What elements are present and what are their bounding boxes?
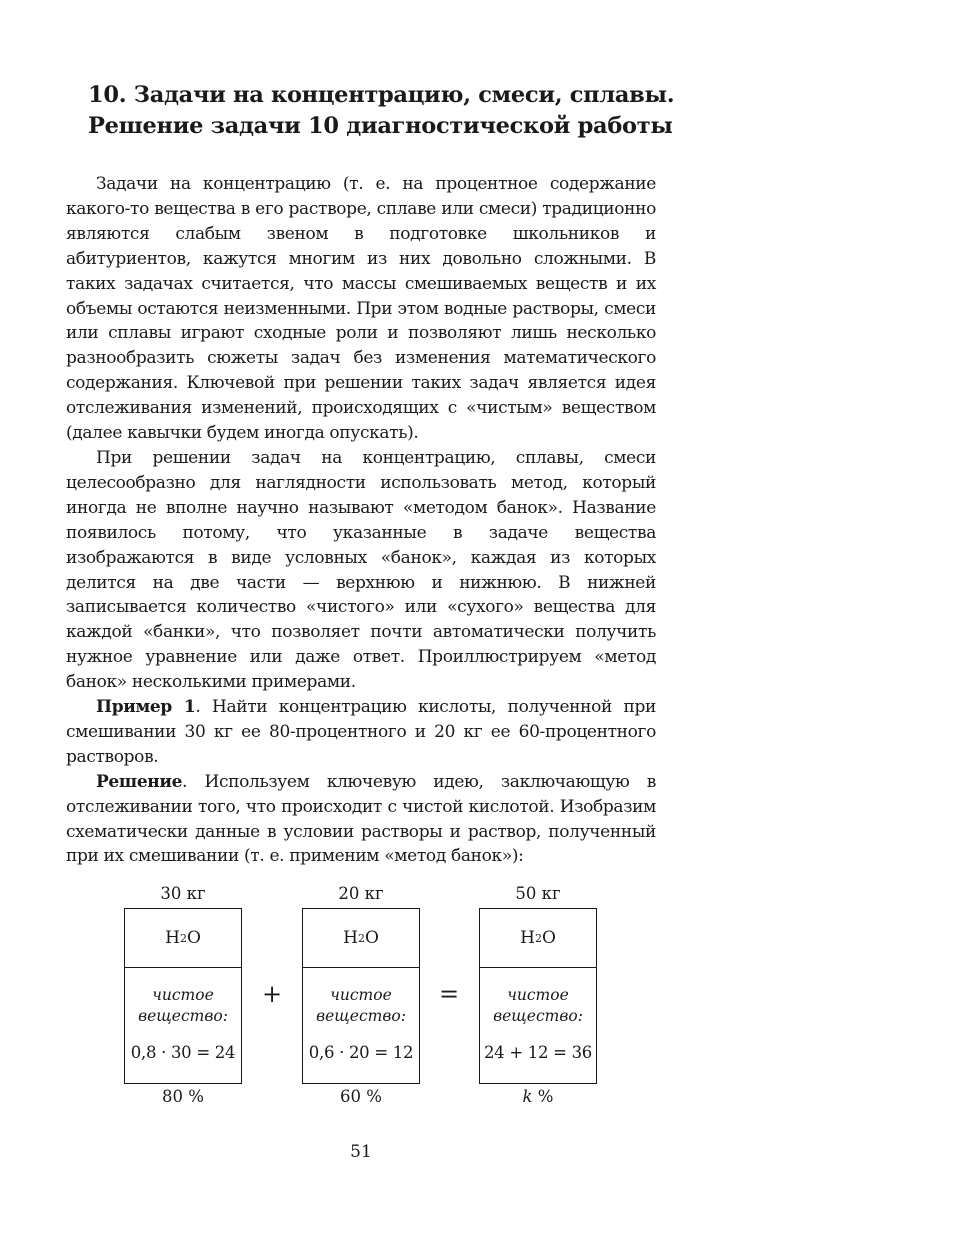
paragraph-example-1 — [66, 695, 656, 770]
jar-2-water: H 2 O — [303, 909, 419, 968]
jar-1-water: H 2 O — [125, 909, 241, 968]
paragraph-method: При решении задач на концентрацию, сплавы, смеси целесообразно для наглядности использовать метод, который иногда не вполне научно называют «методом банок». Название появилось потому, что указанные в задаче вещества изображаются в виде условных «банок», каждая из которых делится на две части — верхнюю и нижнюю. В нижней записывается количество «чистого» или «сухого» вещества для каждой «банки», что позволяет почти автоматически получить нужное уравнение или даже ответ. Проиллюстрируем «метод банок» несколькими примерами. — [66, 447, 656, 693]
title-line-2: Решение задачи 10 диагностической работы — [88, 113, 673, 139]
jar-1-percent: 80 % — [162, 1087, 204, 1106]
jar-2-percent: 60 % — [340, 1087, 382, 1106]
jar-2-calc: 0,6 · 20 = 12 — [308, 1043, 414, 1062]
paragraph-solution — [66, 770, 656, 870]
jar-1-calc: 0,8 · 30 = 24 — [130, 1043, 236, 1062]
plus-sign: + — [262, 980, 283, 1008]
jar-1 — [124, 908, 242, 1084]
equals-sign: = — [439, 980, 460, 1008]
jar-3-percent: k % — [522, 1087, 554, 1106]
page-number: 51 — [350, 1142, 372, 1162]
section-title — [88, 80, 688, 142]
jar-3 — [479, 908, 597, 1084]
example-label: Пример 1 — [96, 697, 196, 718]
solution-label: Решение — [96, 771, 183, 792]
jar-1-label: чистое вещество: — [138, 986, 228, 1025]
body-text — [66, 172, 656, 869]
title-line-1: 10. Задачи на концентрацию, смеси, сплавы. — [88, 82, 675, 108]
jar-3-label: чистое вещество: — [493, 986, 583, 1025]
paragraph-intro: Задачи на концентрацию (т. е. на процентное содержание какого-то вещества в его растворе, сплаве или смеси) традиционно являются слабым звеном в подготовке школьников и абитуриентов, кажутся многим из них довольно сложными. В таких задачах считается, что массы смешиваемых веществ и их объемы остаются неизменными. При этом водные растворы, смеси или сплавы играют сходные роли и позволяют лишь несколько разнообразить сюжеты задач без изменения математического содержания. Ключевой при решении таких задач является идея отслеживания изменений, происходящих с «чистым» веществом (далее кавычки будем иногда опускать). — [66, 174, 656, 444]
example-text: . Найти концентрацию кислоты, полученной при смешивании 30 кг ее 80-процентного и 20 кг ее 60-процентного растворов. — [66, 697, 656, 767]
jar-1-mass: 30 кг — [160, 884, 206, 903]
jar-2-mass: 20 кг — [338, 884, 384, 903]
jar-2-label: чистое вещество: — [316, 986, 406, 1025]
jar-3-calc: 24 + 12 = 36 — [483, 1043, 593, 1062]
jar-3-water: H 2 O — [480, 909, 596, 968]
jar-3-mass: 50 кг — [515, 884, 561, 903]
jar-2 — [302, 908, 420, 1084]
solution-text: . Используем ключевую идею, заключающую в отслеживании того, что происходит с чистой кислотой. Изобразим схематически данные в условии растворы и раствор, полученный при их смешивании (т. е. применим «метод банок»): — [66, 771, 656, 867]
